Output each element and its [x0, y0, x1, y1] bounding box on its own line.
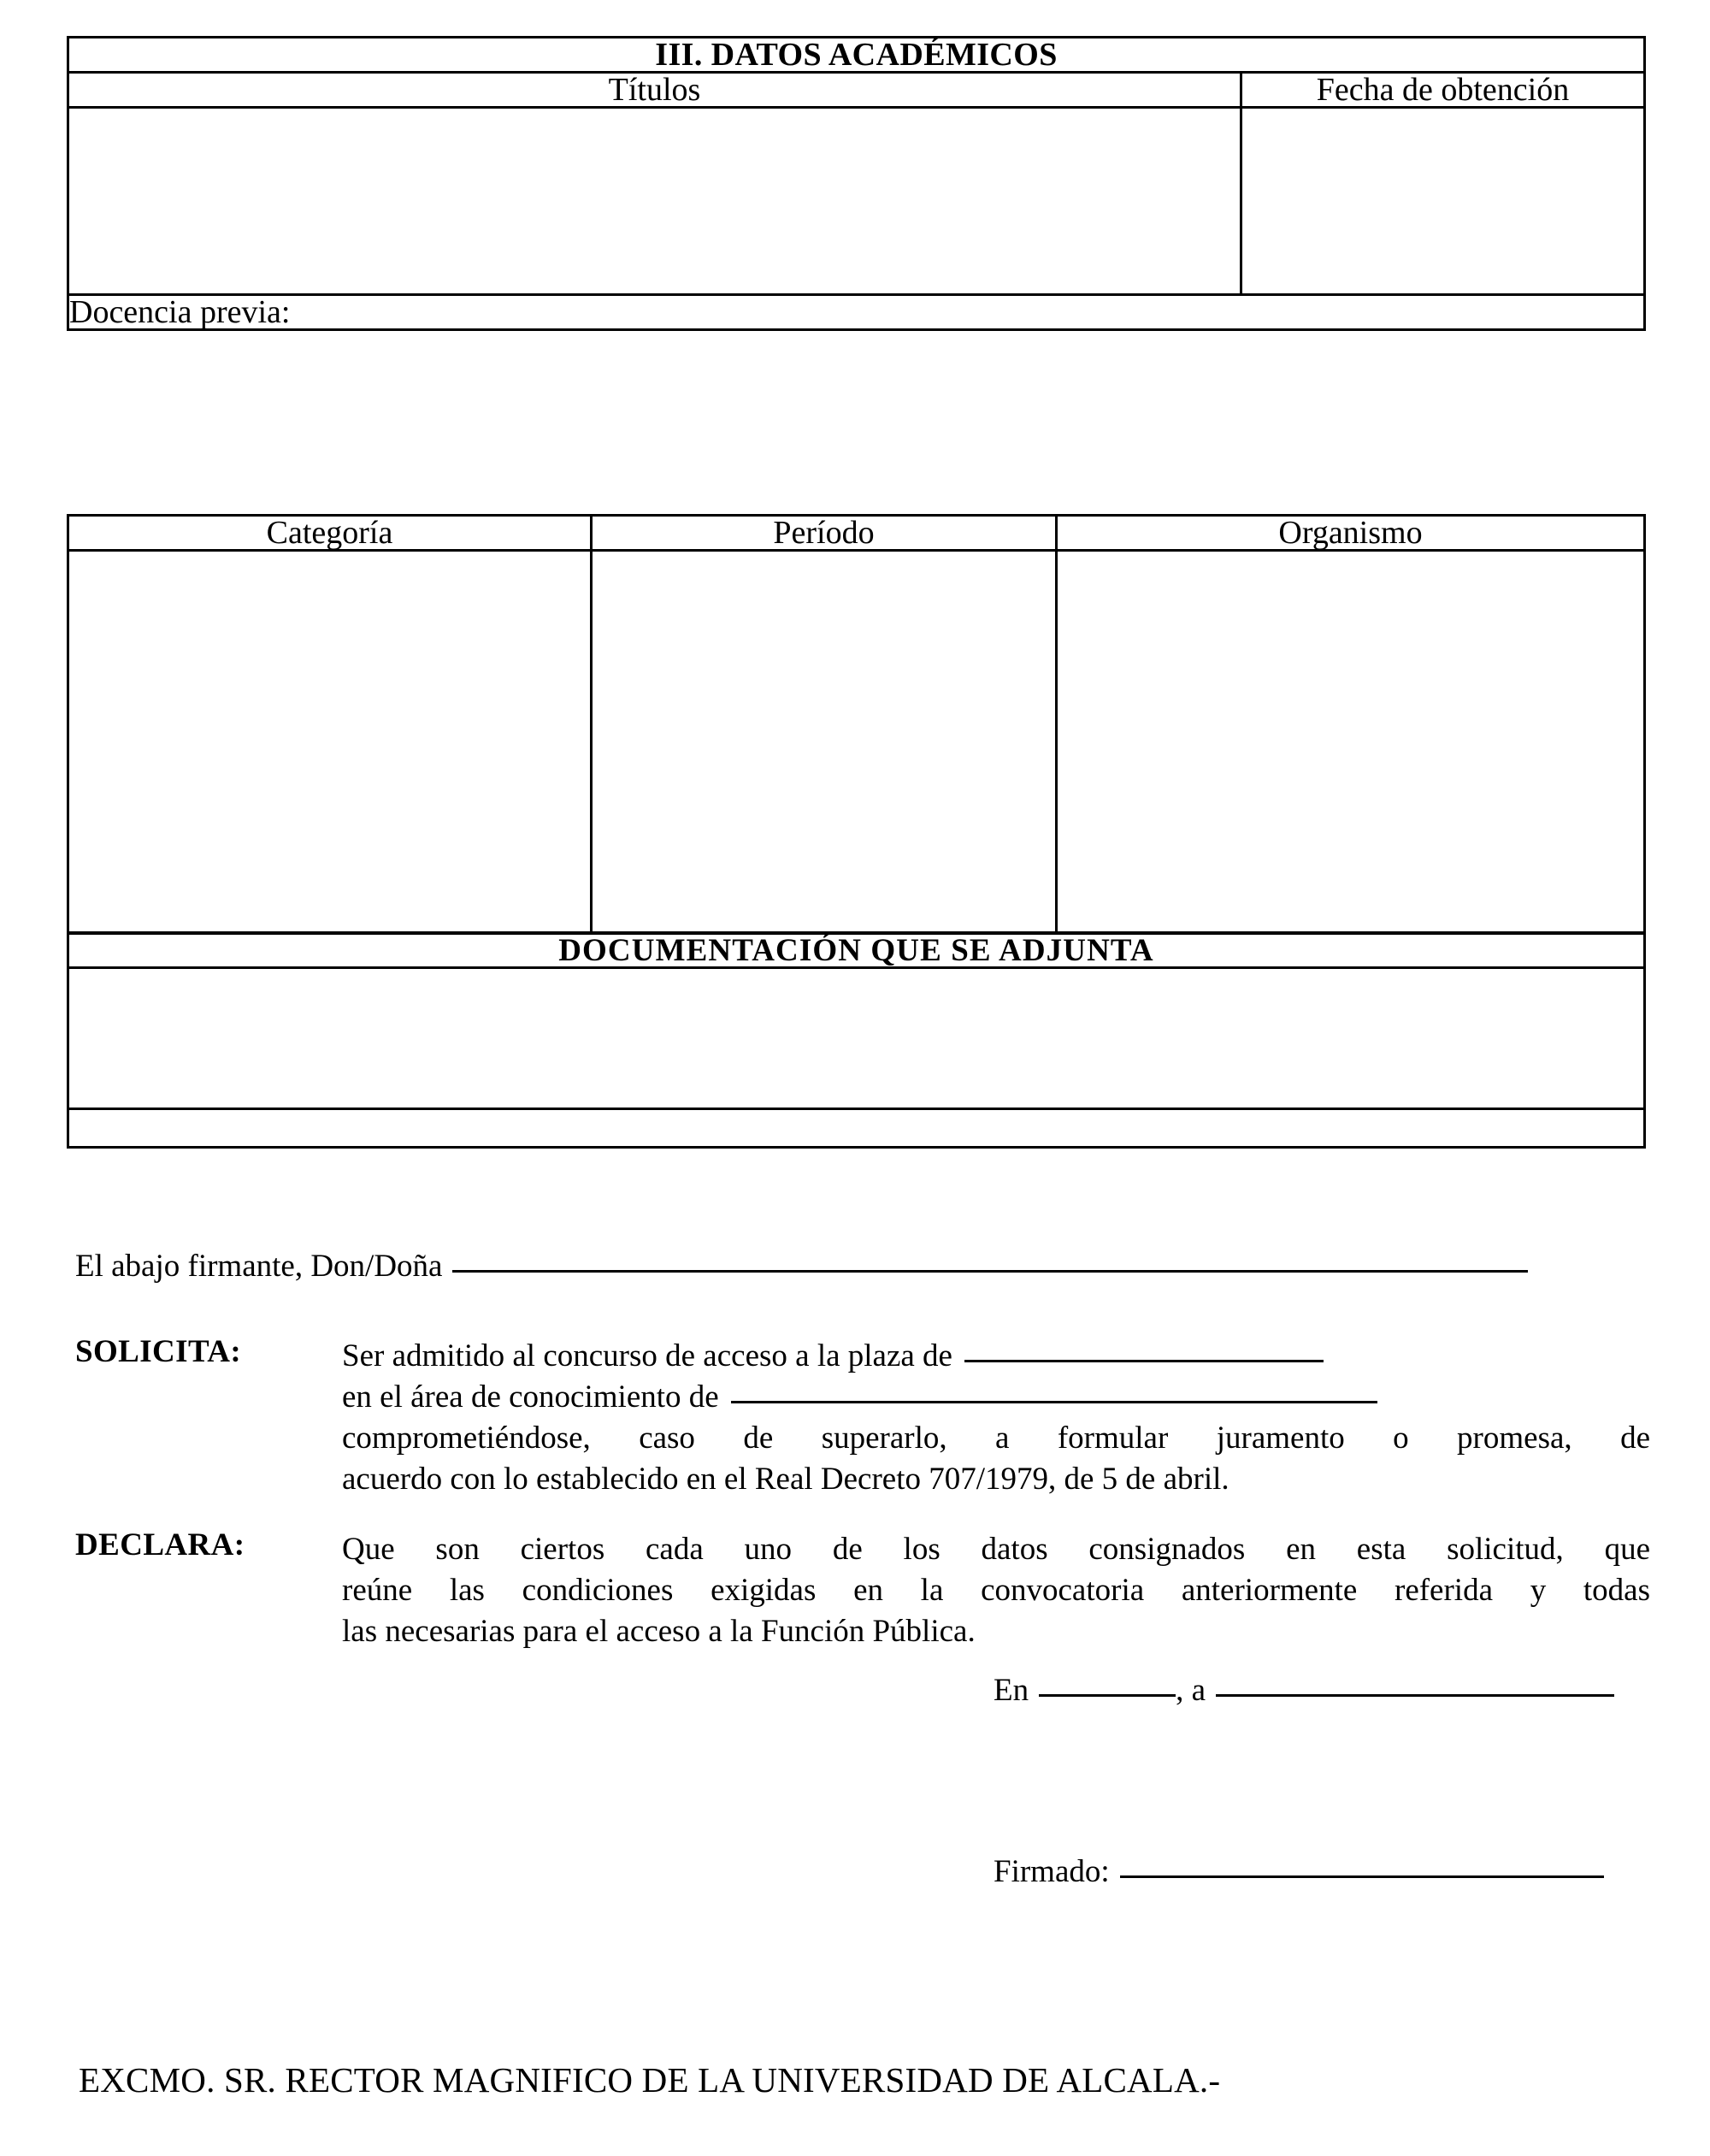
table-row-documentacion-header: [68, 934, 1645, 968]
documentacion-input-area[interactable]: [68, 968, 1645, 1109]
firmante-label: El abajo firmante, Don/Doña: [75, 1249, 443, 1284]
documentacion-input-area-2[interactable]: [68, 1109, 1645, 1148]
table-row-docencia-label: [68, 295, 1645, 330]
fecha-input-rule[interactable]: [1216, 1694, 1614, 1697]
table-row-docencia-headers: [68, 516, 1645, 551]
documentacion-table: [67, 932, 1646, 1149]
declara-paragraph: [342, 1529, 1650, 1652]
solicita-line-1: [342, 1336, 1650, 1377]
docencia-input-periodo[interactable]: [592, 551, 1057, 933]
table-row-column-headers: [68, 73, 1645, 108]
section-title: III. DATOS ACADÉMICOS: [68, 38, 1645, 73]
area-conocimiento-input-rule[interactable]: [731, 1401, 1377, 1403]
firmante-input-rule[interactable]: [452, 1270, 1528, 1273]
plaza-input-rule[interactable]: [964, 1360, 1324, 1362]
academic-data-table: [67, 36, 1646, 331]
solicita-block: [75, 1334, 1650, 1500]
declara-keyword: DECLARA:: [75, 1527, 245, 1562]
docencia-input-categoria[interactable]: [68, 551, 592, 933]
declara-line-3: las necesarias para el acceso a la Función Pública.: [342, 1614, 976, 1650]
solicita-paragraph: [342, 1336, 1650, 1500]
table-row-docencia-entry: [68, 551, 1645, 933]
docencia-input-organismo[interactable]: [1057, 551, 1645, 933]
lugar-input-rule[interactable]: [1039, 1694, 1176, 1697]
solicita-line-4: acuerdo con lo establecido en el Real Decreto 707/1979, de 5 de abril.: [342, 1462, 1229, 1497]
documentacion-header: DOCUMENTACIÓN QUE SE ADJUNTA: [68, 934, 1645, 968]
docencia-previa-label: Docencia previa:: [68, 295, 1645, 330]
titulos-input-area[interactable]: [68, 108, 1241, 295]
firmado-label: Firmado:: [994, 1854, 1110, 1889]
docencia-header-organismo: Organismo: [1057, 516, 1645, 551]
fecha-obtencion-input-area[interactable]: [1241, 108, 1645, 295]
solicita-line-3: comprometiéndose, caso de superarlo, a formular juramento o promesa, de: [342, 1421, 1650, 1456]
solicita-line-2-text: en el área de conocimiento de: [342, 1379, 719, 1415]
firmado-line: [994, 1856, 1604, 1887]
docencia-header-periodo: Período: [592, 516, 1057, 551]
docencia-header-categoria: Categoría: [68, 516, 592, 551]
solicita-line-1-text: Ser admitido al concurso de acceso a la plaza de: [342, 1338, 952, 1373]
solicita-keyword: SOLICITA:: [75, 1334, 242, 1369]
table-row-titulos-entry: [68, 108, 1645, 295]
lugar-fecha-line: [994, 1675, 1614, 1706]
table-row-documentacion-entry-2: [68, 1109, 1645, 1148]
table-row-section-title: [68, 38, 1645, 73]
addressee-footer: EXCMO. SR. RECTOR MAGNIFICO DE LA UNIVERSIDAD DE ALCALA.-: [79, 2060, 1221, 2100]
solicita-line-2: [342, 1377, 1650, 1418]
fecha-obtencion-header: Fecha de obtención: [1241, 73, 1645, 108]
titulos-header: Títulos: [68, 73, 1241, 108]
docencia-previa-table: [67, 514, 1646, 934]
declara-block: [75, 1527, 1650, 1652]
firmado-input-rule[interactable]: [1120, 1875, 1604, 1878]
firmante-line: [75, 1250, 1528, 1282]
declara-line-2: reúne las condiciones exigidas en la convocatoria anteriormente referida y todas: [342, 1573, 1650, 1609]
a-label: , a: [1176, 1673, 1206, 1708]
declara-line-1: Que son ciertos cada uno de los datos consignados en esta solicitud, que: [342, 1532, 1650, 1567]
table-row-documentacion-entry: [68, 968, 1645, 1109]
en-label: En: [994, 1673, 1029, 1708]
